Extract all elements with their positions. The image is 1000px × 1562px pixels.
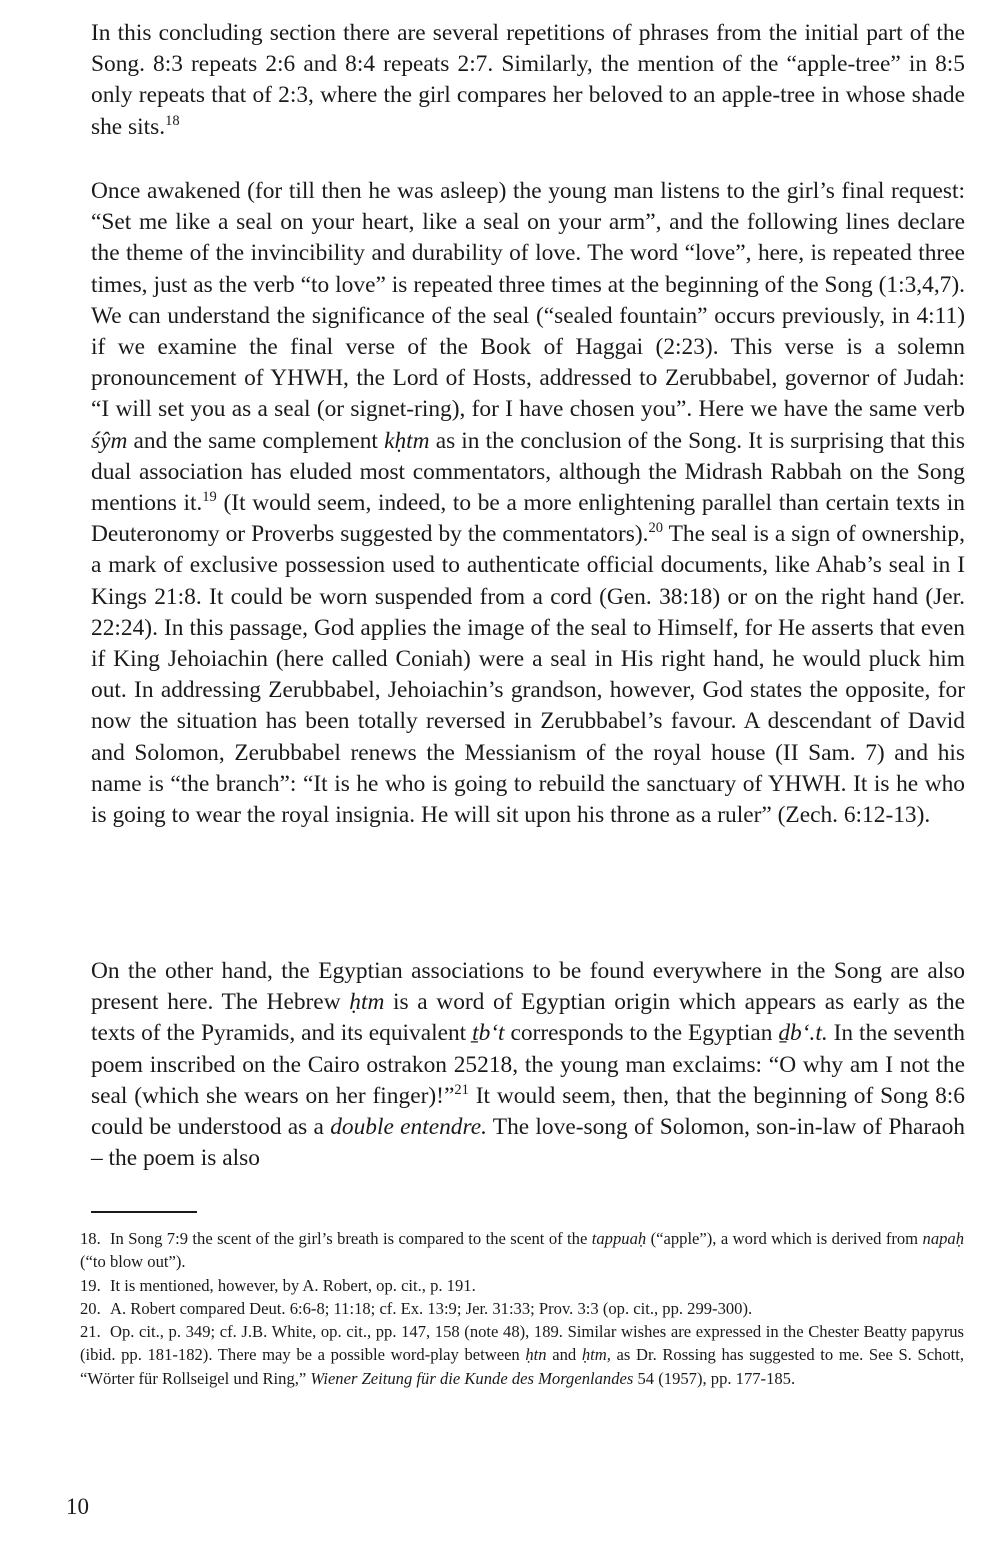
footnote-text: 54 (1957), pp. 177-185.	[637, 1368, 796, 1388]
footnote-19	[80, 1274, 964, 1297]
footnote-text: It is mentioned, however, by A. Robert, op. cit., p. 191.	[110, 1275, 476, 1295]
transliteration-dbt: ḏb‘.t.	[778, 1020, 828, 1047]
paragraph-text: corresponds to the Egyptian	[510, 1020, 773, 1047]
paragraph-text: It would seem, then, that the beginning of Song 8:6 could be understood as a	[91, 1082, 965, 1141]
paragraph-text: is a word of Egyptian origin which appears as early as the texts of the Pyramids, and its equivalent	[91, 989, 965, 1047]
footnote-italic-word: napaḥ	[922, 1229, 964, 1248]
footnote-journal-title: Wiener Zeitung für die Kunde des Morgenlandes	[310, 1368, 634, 1388]
transliteration-khtm: kḥtm	[384, 427, 430, 454]
footnote-ref-18[interactable]: 18	[165, 112, 180, 129]
footnote-text: (“to blow out”).	[80, 1252, 186, 1272]
paragraph-text: The love-song of Solomon, son-in-law of Pharaoh – the poem is also	[91, 1114, 965, 1172]
footnote-text: A. Robert compared Deut. 6:6-8; 11:18; cf. Ex. 13:9; Jer. 31:33; Prov. 3:3 (op. cit., pp. 299-300).	[110, 1298, 753, 1318]
paragraph-text: On the other hand, the Egyptian associations to be found everywhere in the Song are also present here. The Hebrew	[91, 958, 965, 1016]
footnote-number: 19.	[80, 1275, 101, 1295]
italic-double-entendre: double entendre.	[330, 1114, 487, 1141]
page-number: 10	[66, 1494, 89, 1519]
footnote-text: and	[552, 1345, 577, 1365]
paragraph-egyptian-associations	[91, 956, 965, 1174]
footnote-text: Op. cit., p. 349; cf. J.B. White, op. cit., pp. 147, 158 (note 48), 189. Similar wishes are expressed in the Chester Beatty papyrus (ibid. pp. 181-182). There may be a possible word-play between	[80, 1322, 964, 1365]
paragraph-text: In this concluding section there are several repetitions of phrases from the initial part of the Song. 8:3 repeats 2:6 and 8:4 repeats 2:7. Similarly, the mention of the “apple-tree” in 8:5 only repeats that of 2:3, where the girl compares her beloved to an apple-tree in whose shade she sits.	[91, 20, 965, 140]
paragraph-text: as in the conclusion of the Song. It is surprising that this dual association has eluded most commentators, although the Midrash Rabbah on the Song mentions it.	[91, 427, 965, 517]
footnote-number: 20.	[80, 1298, 101, 1318]
footnotes	[80, 1227, 964, 1390]
footnote-ref-20[interactable]: 20	[648, 520, 664, 537]
paragraph-text: Once awakened (for till then he was asleep) the young man listens to the girl’s final request: “Set me like a seal on your heart, like a seal on your arm”, and the following lines declare the theme of the invincibility and durability of love. The word “love”, here, is repeated three times, just as the verb “to love” is repeated three times at the beginning of the Song (1:3,4,7). We can understand the significance of the seal (“sealed fountain” occurs previously, in 4:11) if we examine the final verse of the Book of Haggai (2:23). This verse is a solemn pronouncement of YHWH, the Lord of Hosts, addressed to Zerubbabel, governor of Judah: “I will set you as a seal (or signet-ring), for I have chosen you”. Here we have the same verb	[91, 178, 965, 423]
transliteration-tbt: ṯb‘t	[472, 1020, 505, 1047]
footnote-text: as Dr. Rossing has suggested to me. See S. Schott, “Wörter für Rollseigel und Ring,”	[80, 1345, 965, 1388]
footnote-ref-21[interactable]: 21	[454, 1082, 469, 1099]
paragraph-concluding-section	[91, 18, 965, 143]
paragraph-text: In the seventh poem inscribed on the Cairo ostrakon 25218, the young man exclaims: “O why am I not the seal (which she wears on her finger)!”	[91, 1020, 965, 1109]
footnote-18	[80, 1227, 964, 1274]
transliteration-htm: ḥtm	[349, 989, 385, 1016]
footnote-ref-19[interactable]: 19	[202, 489, 217, 506]
paragraph-seal	[91, 176, 965, 831]
footnote-number: 21.	[80, 1322, 101, 1342]
footnote-divider	[91, 1211, 197, 1213]
paragraph-text: (It would seem, indeed, to be a more enlightening parallel than certain texts in Deuteronomy or Proverbs suggested by the commentators).	[91, 490, 965, 548]
footnote-italic-word: ḥtn	[525, 1345, 547, 1365]
footnote-italic-word: tappuaḥ	[591, 1229, 647, 1248]
footnote-italic-word: ḥtm,	[581, 1345, 611, 1365]
paragraph-text: The seal is a sign of ownership, a mark of exclusive possession used to authenticate official documents, like Ahab’s seal in I Kings 21:8. It could be worn suspended from a cord (Gen. 38:18) or on the right hand (Jer. 22:24). In this passage, God applies the image of the seal to Himself, for He asserts that even if King Jehoiachin (here called Coniah) were a seal in His right hand, he would pluck him out. In addressing Zerubbabel, Jehoiachin’s grandson, however, God states the opposite, for now the situation has been totally reversed in Zerubbabel’s favour. A descendant of David and Solomon, Zerubbabel renews the Messianism of the royal house (II Sam. 7) and his name is “the branch”: “It is he who is going to rebuild the sanctuary of YHWH. It is he who is going to wear the royal insignia. He will sit upon his throne as a ruler” (Zech. 6:12-13).	[91, 521, 965, 829]
paragraph-text: and the same complement	[133, 427, 378, 454]
footnote-20	[80, 1297, 964, 1320]
footnote-text: In Song 7:9 the scent of the girl’s breath is compared to the scent of the	[110, 1229, 588, 1248]
footnote-text: (“apple”), a word which is derived from	[650, 1229, 919, 1248]
footnote-number: 18.	[80, 1229, 101, 1248]
transliteration-sym: śŷm	[91, 427, 128, 454]
footnote-21	[80, 1320, 964, 1390]
